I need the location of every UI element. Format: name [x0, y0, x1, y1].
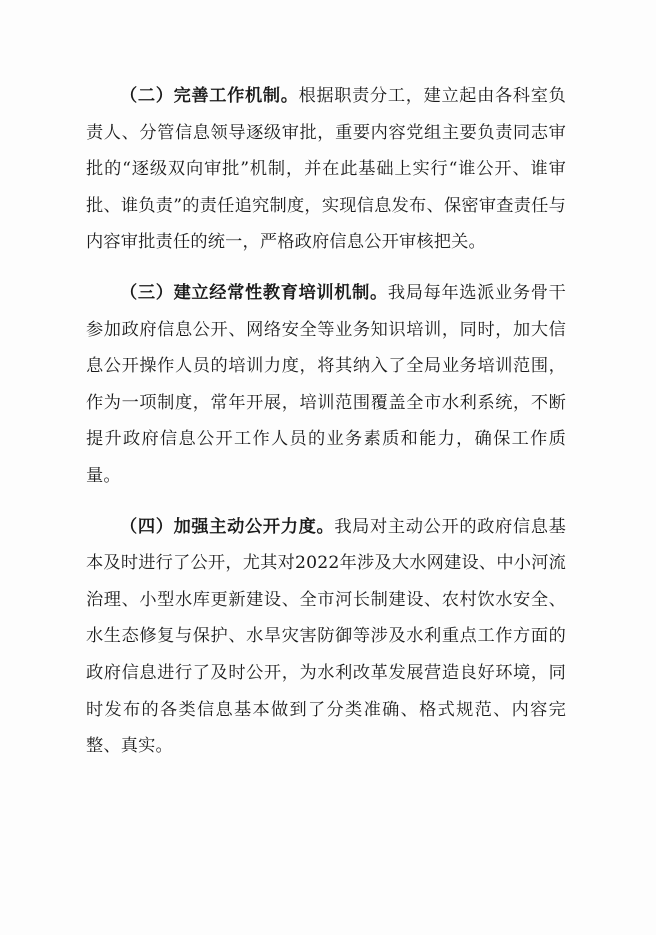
document-body [86, 78, 566, 765]
section-heading: （二）完善工作机制。 [120, 86, 299, 106]
section-heading: （三）建立经常性教育培训机制。 [120, 282, 388, 303]
paragraph-work-mechanism [86, 78, 566, 261]
section-text: 我局每年选派业务骨干参加政府信息公开、网络安全等业务知识培训，同时，加大信息公开操作人员的培训力度，将其纳入了全局业务培训范围，作为一项制度，常年开展，培训范围覆盖全市水利系统，不断提升政府信息公开工作人员的业务素质和能力，确保工作质量。 [86, 282, 566, 486]
paragraph-proactive-disclosure [86, 509, 566, 765]
section-text: 我局对主动公开的政府信息基本及时进行了公开，尤其对2022年涉及大水网建设、中小河流治理、小型水库更新建设、全市河长制建设、农村饮水安全、水生态修复与保护、水旱灾害防御等涉及水利重点工作方面的政府信息进行了及时公开，为水利改革发展营造良好环境，同时发布的各类信息基本做到了分类准确、格式规范、内容完整、真实。 [86, 516, 566, 757]
section-heading: （四）加强主动公开力度。 [120, 516, 335, 537]
section-text: 根据职责分工，建立起由各科室负责人、分管信息领导逐级审批，重要内容党组主要负责同志审批的“逐级双向审批”机制，并在此基础上实行“谁公开、谁审批、谁负责”的责任追究制度，实现信息发布、保密审查责任与内容审批责任的统一，严格政府信息公开审核把关。 [86, 86, 566, 253]
paragraph-training-mechanism [86, 275, 566, 495]
